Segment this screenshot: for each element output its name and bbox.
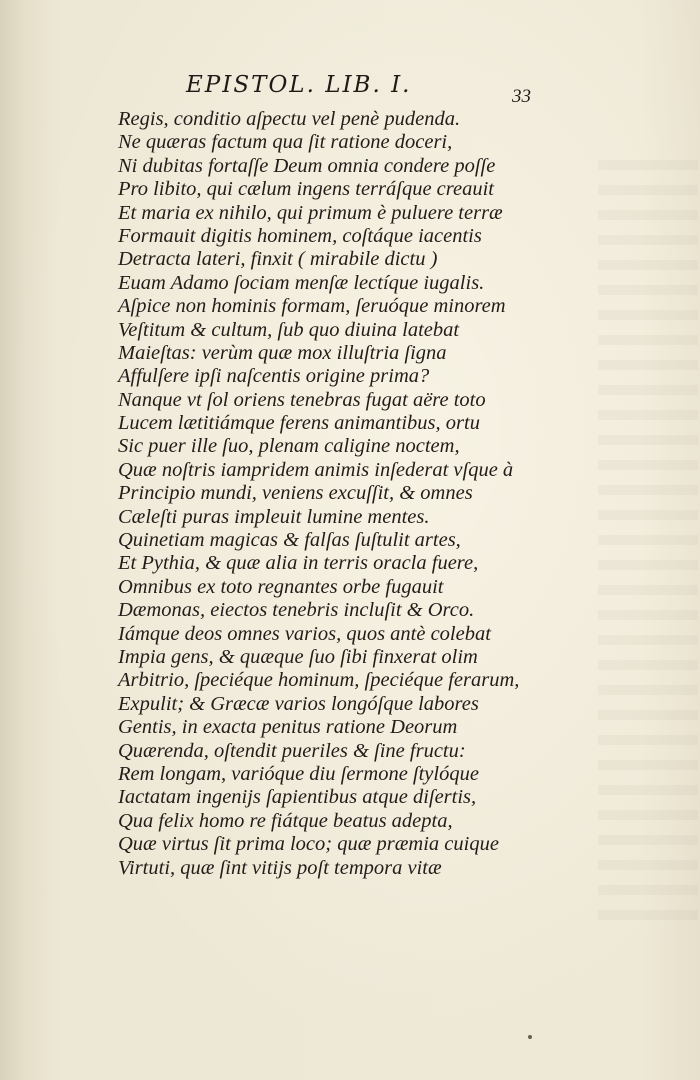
ink-speck	[528, 1035, 532, 1039]
verse-line: Gentis, in exacta penitus ratione Deorum	[118, 716, 458, 739]
verse-line: Cæleſti puras impleuit lumine mentes.	[118, 505, 430, 528]
show-through-text	[598, 160, 698, 920]
verse-line: Et Pythia, & quæ alia in terris oracla fuere,	[118, 552, 479, 575]
verse-line: Quærenda, oſtendit pueriles & ſine fructu:	[118, 739, 466, 762]
verse-line: Iámque deos omnes varios, quos antè colebat	[118, 622, 491, 645]
verse-line: Iactatam ingenijs ſapientibus atque diſertis,	[118, 786, 477, 809]
verse-line: Qua felix homo re fiátque beatus adepta,	[118, 809, 453, 832]
page-number: 33	[512, 86, 531, 107]
verse-line: Lucem lætitiámque ferens animantibus, ortu	[118, 412, 480, 435]
verse-line: Euam Adamo ſociam menſæ lectíque iugalis.	[118, 271, 485, 294]
verse-line: Expulit; & Græcæ varios longóſque labores	[118, 692, 479, 715]
verse-line: Pro libito, qui cælum ingens terráſque creauit	[118, 178, 494, 201]
verse-line: Formauit digitis hominem, coſtáque iacentis	[118, 224, 482, 247]
verse-line: Virtuti, quæ ſint vitijs poſt tempora vitæ	[118, 856, 442, 879]
verse-line: Detracta lateri, finxit ( mirabile dictu )	[118, 248, 438, 271]
verse-line: Quinetiam magicas & falſas ſuſtulit artes,	[118, 529, 461, 552]
verse-line: Et maria ex nihilo, qui primum è puluere terræ	[118, 201, 503, 224]
verse-line: Principio mundi, veniens excuſſit, & omnes	[118, 482, 473, 505]
verse-line: Sic puer ille ſuo, plenam caligine noctem,	[118, 435, 460, 458]
verse-line: Affulſere ipſi naſcentis origine prima?	[118, 365, 430, 388]
verse-line: Aſpice non hominis formam, ſeruóque minorem	[118, 295, 506, 318]
verse-line: Quæ noſtris iampridem animis inſederat vſque à	[118, 458, 514, 481]
running-title: EPISTOL. LIB. I.	[186, 72, 412, 98]
verse-line: Quæ virtus ſit prima loco; quæ præmia cuique	[118, 833, 499, 856]
verse-text	[118, 108, 598, 880]
verse-line: Ne quæras factum qua ſit ratione doceri,	[118, 131, 453, 154]
verse-line: Ni dubitas fortaſſe Deum omnia condere poſſe	[118, 154, 496, 177]
verse-line: Dæmonas, eiectos tenebris incluſit & Orco.	[118, 599, 475, 622]
verse-line: Impia gens, & quæque ſuo ſibi finxerat olim	[118, 645, 478, 668]
verse-line: Veſtitum & cultum, ſub quo diuina latebat	[118, 318, 460, 341]
verse-line: Omnibus ex toto regnantes orbe fugauit	[118, 575, 444, 598]
verse-line: Arbitrio, ſpeciéque hominum, ſpeciéque ferarum,	[118, 669, 520, 692]
verse-line: Rem longam, varióque diu ſermone ſtylóque	[118, 762, 479, 785]
verse-line: Regis, conditio aſpectu vel penè pudenda.	[118, 108, 461, 130]
verse-line: Maieſtas: verùm quæ mox illuſtria ſigna	[118, 341, 447, 364]
verse-line: Nanque vt ſol oriens tenebras fugat aëre toto	[118, 388, 486, 411]
